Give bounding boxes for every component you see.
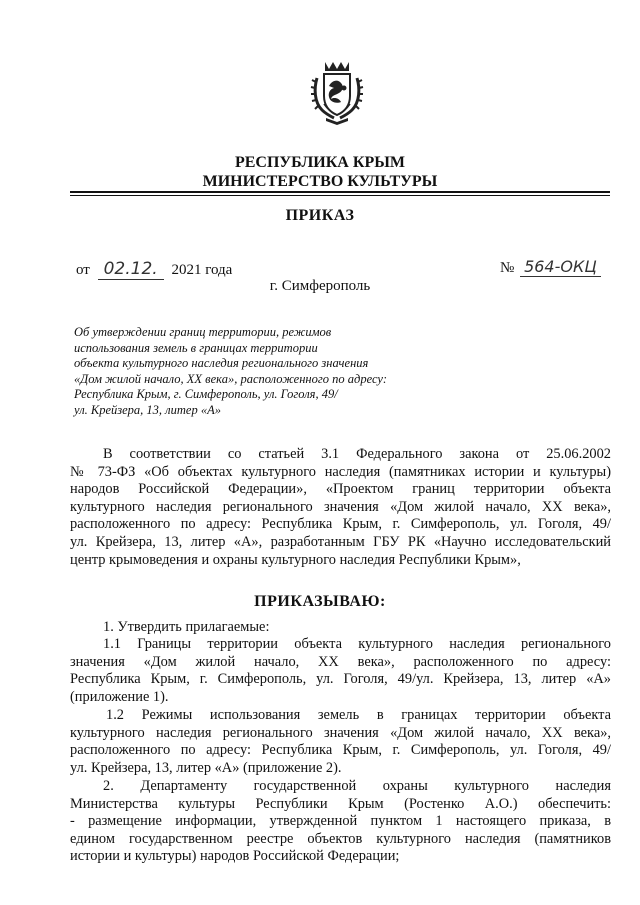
- date-prefix: от: [76, 262, 90, 278]
- paragraph-line: ул. Крейзера, 13, литер «А» (приложение 2).: [70, 759, 342, 776]
- paragraph-line: (приложение 1).: [70, 688, 169, 705]
- header-republic: РЕСПУБЛИКА КРЫМ: [234, 154, 406, 171]
- paragraph-line: В соответствии со статьей 3.1 Федерального закона от 25.06.2002: [103, 446, 611, 462]
- preamble-paragraph: [70, 446, 611, 569]
- paragraph-line: значения «Дом жилой начало, XX века», расположенного по адресу:: [70, 653, 611, 670]
- order-date: [76, 259, 232, 280]
- order-subject: [74, 325, 434, 418]
- paragraph-line: - размещение информации, утвержденной пунктом 1 настоящего приказа, в: [70, 813, 611, 830]
- city: г. Симферополь: [269, 278, 371, 294]
- item-1-1: [70, 636, 611, 706]
- number-prefix: №: [500, 260, 515, 276]
- order-verb: ПРИКАЗЫВАЮ:: [254, 593, 386, 610]
- number-handwritten: 564-ОКЦ: [520, 257, 601, 277]
- header-rule-thick: [70, 191, 610, 193]
- subject-line: использования земель в границах территории: [74, 340, 318, 355]
- item-1: 1. Утвердить прилагаемые:: [103, 619, 270, 635]
- paragraph-line: расположенного по адресу: Республика Крым, г. Симферополь, ул. Гоголя, 49/: [70, 516, 611, 533]
- paragraph-line: истории и культуры) народов Российской Федерации;: [70, 848, 400, 865]
- document-type: ПРИКАЗ: [285, 207, 355, 224]
- date-handwritten: 02.12.: [98, 259, 164, 280]
- paragraph-line: Министерства культуры Республики Крым (Ростенко А.О.) обеспечить:: [70, 795, 611, 812]
- item-2: [70, 778, 611, 866]
- paragraph-line: ул. Крейзера, 13, литер «А», разработанным ГБУ РК «Научно исследовательский: [70, 533, 611, 550]
- paragraph-line: 1.2 Режимы использования земель в границах территории объекта: [106, 707, 611, 723]
- subject-line: Об утверждении границ территории, режимов: [74, 325, 332, 339]
- subject-line: объекта культурного наследия регионального значения: [74, 356, 369, 370]
- paragraph-line: № 73-ФЗ «Об объектах культурного наследия (памятниках истории и культуры): [70, 463, 611, 480]
- paragraph-line: культурного наследия регионального значения «Дом жилой начало, XX века»,: [70, 724, 611, 741]
- paragraph-line: центр крымоведения и охраны культурного наследия Республики Крым»,: [70, 551, 521, 568]
- paragraph-line: 2. Департаменту государственной охраны культурного наследия: [103, 778, 611, 794]
- date-year: 2021 года: [171, 262, 233, 278]
- paragraph-line: народов Российской Федерации», «Проектом границ территории объекта: [70, 481, 611, 498]
- paragraph-line: расположенного по адресу: Республика Крым, г. Симферополь, ул. Гоголя, 49/: [70, 742, 611, 759]
- header-rule-thin: [70, 195, 610, 196]
- subject-line: ул. Крейзера, 13, литер «А»: [74, 402, 221, 417]
- paragraph-line: культурного наследия регионального значения «Дом жилой начало, XX века»,: [70, 498, 611, 515]
- paragraph-line: 1.1 Границы территории объекта культурного наследия регионального: [103, 636, 611, 652]
- paragraph-line: Республика Крым, г. Симферополь, ул. Гоголя, 49/ул. Крейзера, 13, литер «А»: [70, 671, 611, 688]
- item-1-2: [70, 707, 611, 777]
- paragraph-line: едином государственном реестре объектов культурного наследия (памятников: [70, 830, 611, 847]
- subject-line: «Дом жилой начало, XX века», расположенного по адресу:: [74, 371, 387, 386]
- header-ministry: МИНИСТЕРСТВО КУЛЬТУРЫ: [202, 173, 438, 190]
- coat-of-arms-emblem: [308, 58, 366, 126]
- order-number: [500, 257, 601, 277]
- subject-line: Республика Крым, г. Симферополь, ул. Гоголя, 49/: [74, 387, 338, 401]
